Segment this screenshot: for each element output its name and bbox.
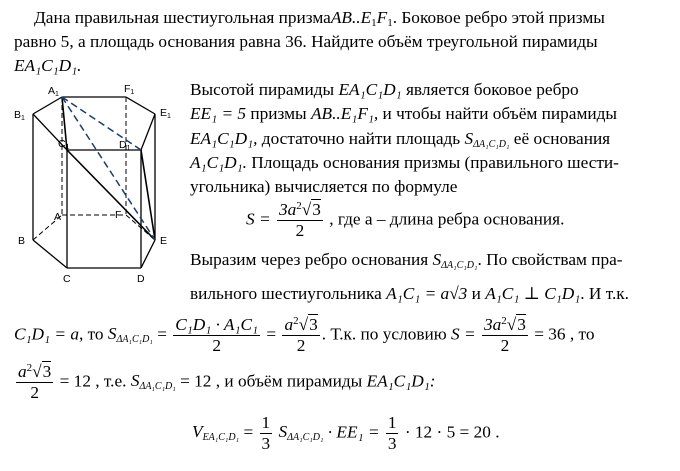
solution-line-3: EA₁C₁D₁, достаточно найти площадь $S_{\Delta A_1C_1D_1}$ её основания — [190, 129, 611, 150]
label-C: C — [63, 273, 71, 285]
solution-line-6: Выразим через ребро основания $S_{\Delta A_1C_1D_1}$. По свойствам пра- — [190, 250, 623, 271]
label-B1: B1 — [14, 109, 25, 122]
label-A1: A1 — [48, 85, 59, 98]
fraction-a2root3: $\frac{a^2√3}{2}$ — [284, 315, 318, 355]
equation-row-1: C₁D₁ = a, то $S_{\Delta A_1C_1D_1}$ = $\frac{\text{C₁D₁ · A₁C₁}}{2}$ = $\frac{a^2√3}{2}$ . Т.к. по условию S = $\frac{3a^2√3}{2}$ = 36 , то — [14, 315, 595, 355]
prism-figure — [0, 80, 190, 285]
solution-line-2: EE₁ = 5 призмы AB..E₁F₁, и чтобы найти объём пирамиды — [190, 104, 618, 123]
area-formula: S = $\frac{3a^2√3}{2}$ , где a – длина ребра основания. — [246, 200, 565, 240]
fraction-product: $\frac{\text{C₁D₁ · A₁C₁}}{2}$ — [175, 315, 259, 355]
label-F: F — [115, 209, 122, 221]
label-D: D — [137, 273, 145, 285]
fraction-one-third-b: $\frac{1}{3}$ — [387, 413, 397, 453]
label-F1: F1 — [124, 83, 135, 96]
fraction-one-third-a: $\frac{1}{3}$ — [261, 413, 271, 453]
solution-line-4: A₁C₁D₁. Площадь основания призмы (правильного шести- — [190, 153, 619, 172]
fraction-a2root3-over-2: $\frac{a^2√3}{2}$ — [18, 362, 52, 402]
solution-line-5: угольника) вычисляется по формуле — [190, 177, 458, 196]
equation-row-3: $V_{EA_1C_1D_1}$ = $\frac{1}{3}$ $S_{\Delta A_1C_1D_1} \cdot EE_1$ = $\frac{1}{3}$ · 12 · 5 = 20 . — [192, 413, 500, 453]
fraction-3a2root3: $\frac{3a^2√3}{2}$ — [483, 315, 526, 355]
label-E: E — [160, 235, 168, 247]
label-A: A — [54, 211, 62, 223]
solution-line-1: Высотой пирамиды EA₁C₁D₁ является боковое ребро — [190, 80, 579, 99]
prism-name: AB..E — [330, 8, 372, 27]
solution-line-7: вильного шестиугольника A₁C₁ = a√3 и A₁C₁ ⊥ C₁D₁. И т.к. — [190, 284, 629, 303]
area-fraction: $\frac{3a^2√3}{2}$ — [278, 200, 321, 240]
problem-line-3: EA₁C₁D₁. — [14, 56, 82, 75]
problem-line-1: Дана правильная шестиугольная $призмаAB..E_1F_1$. Боковое ребро этой призмы — [34, 8, 605, 29]
label-E1: E1 — [160, 107, 171, 120]
problem-line-2: равно 5, а площадь основания равна 36. Найдите объём треугольной пирамиды — [14, 32, 598, 51]
label-D1: D1 — [119, 139, 131, 152]
label-C1: C1 — [58, 138, 70, 151]
label-B: B — [18, 235, 26, 247]
equation-row-2: $\frac{a^2√3}{2}$ = 12 , т.е. $S_{\Delta A_1C_1D_1} = 12$ , и объём пирамиды EA₁C₁D₁: — [18, 362, 436, 402]
